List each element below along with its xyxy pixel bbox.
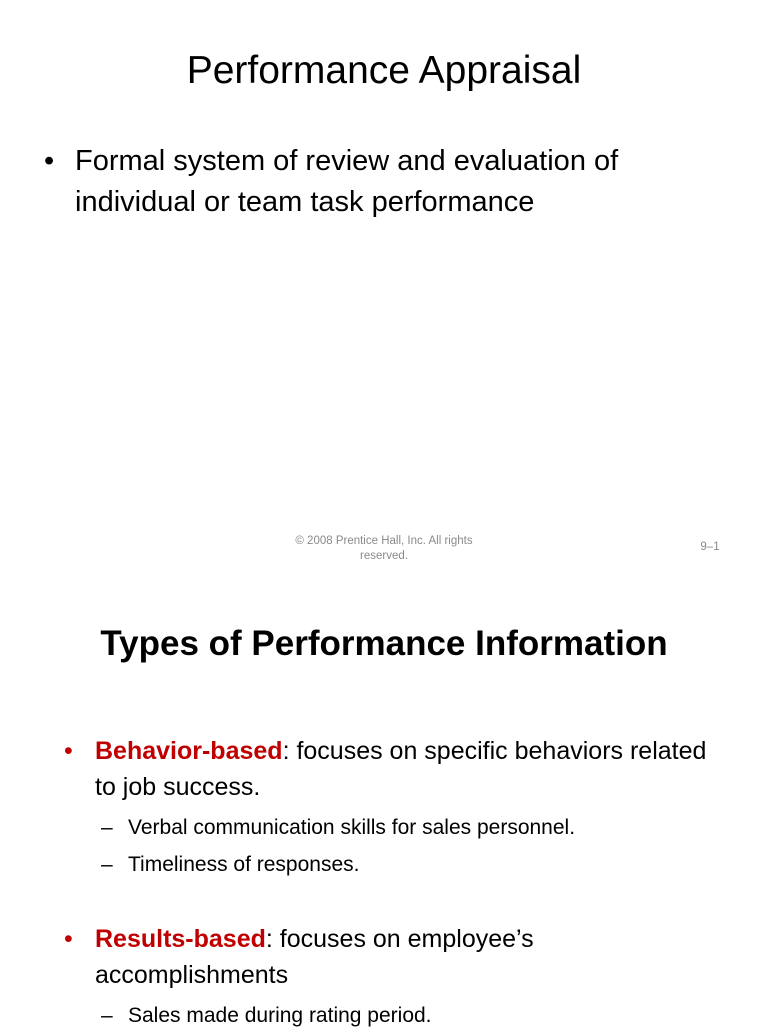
bullet-text: Formal system of review and evaluation of individual or team task performance (75, 145, 619, 218)
sub-item-text: Verbal communication skills for sales personnel. (128, 816, 576, 839)
sub-item-text: Sales made during rating period. (128, 1004, 432, 1027)
sub-item-text: Timeliness of responses. (128, 853, 360, 876)
term-description: : focuses on specific behaviors related to job success. (95, 737, 707, 801)
list-item (64, 921, 724, 993)
term-description: : focuses on employee’s accomplishments (95, 925, 534, 989)
bullet-point (44, 141, 724, 223)
bullet-icon: • (44, 145, 55, 177)
bullet-icon: • (64, 737, 73, 765)
bullet-list (64, 733, 724, 1034)
slide-title: Performance Appraisal (186, 49, 582, 92)
sub-list (101, 997, 724, 1034)
copyright-footer: © 2008 Prentice Hall, Inc. All rights reserved. (295, 535, 473, 562)
dash-icon: – (101, 816, 113, 839)
list-item (64, 733, 724, 805)
bullet-icon: • (64, 925, 73, 953)
sub-list-item (101, 809, 724, 846)
slide-2 (0, 576, 768, 1027)
sub-list (101, 809, 724, 883)
sub-list-item (101, 997, 724, 1034)
dash-icon: – (101, 1004, 113, 1027)
list-item-text (95, 733, 724, 805)
sub-list-item (101, 846, 724, 883)
term-highlight: Results-based (95, 925, 266, 953)
term-highlight: Behavior-based (95, 737, 283, 765)
list-item-text (95, 921, 724, 993)
slide-title: Types of Performance Information (100, 624, 668, 663)
dash-icon: – (101, 853, 113, 876)
page-number: 9–1 (700, 541, 720, 553)
